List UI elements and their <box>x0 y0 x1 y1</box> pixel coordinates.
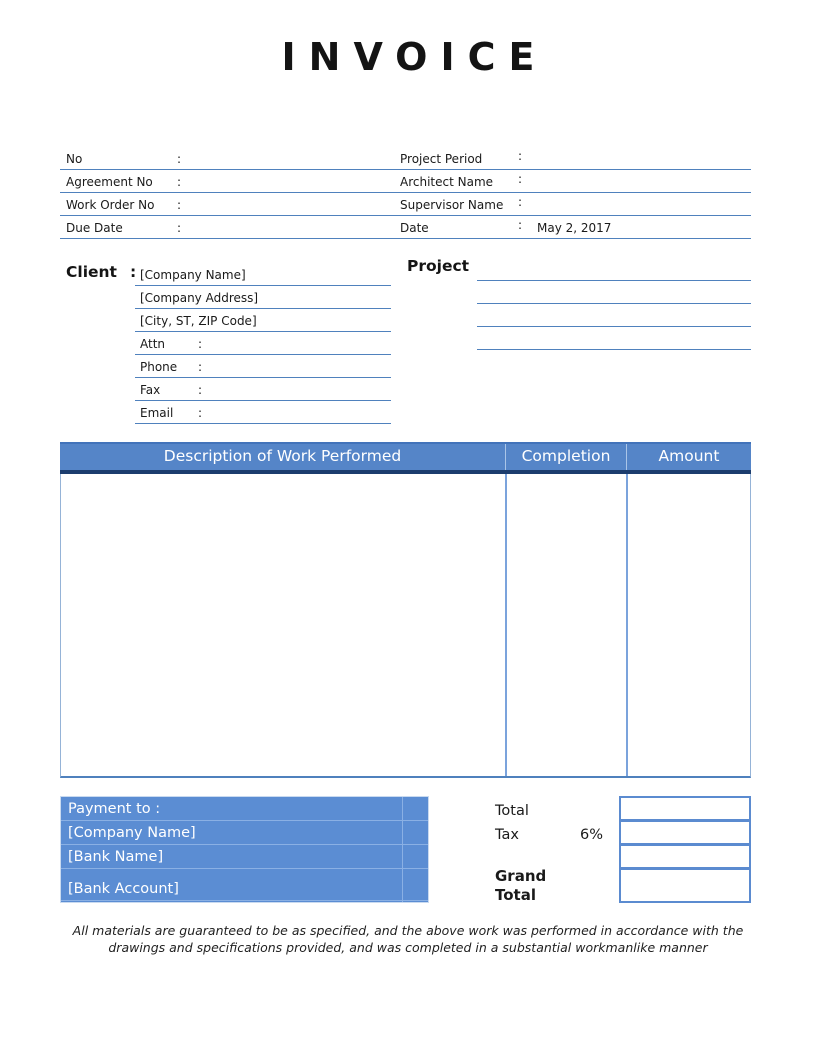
tax-amount-box[interactable] <box>619 820 751 845</box>
payment-bank-name-row[interactable] <box>61 845 428 869</box>
meta-grid <box>60 147 751 239</box>
payment-bank-account-placeholder: [Bank Account] <box>68 881 179 897</box>
work-table <box>60 442 751 778</box>
meta-row-due-date <box>60 216 751 239</box>
no-label: No <box>66 152 83 166</box>
payment-company-name-row[interactable] <box>61 821 428 845</box>
tax-rate: 6% <box>580 827 604 843</box>
amount-cell-area[interactable] <box>628 474 750 776</box>
architect-name-value-area[interactable] <box>530 170 750 192</box>
attn-label: Attn <box>140 337 166 351</box>
project-fields <box>477 258 751 350</box>
client-label-text: Client <box>66 263 117 281</box>
client-colon: : <box>129 263 137 281</box>
due-date-colon: : <box>177 221 182 235</box>
work-order-no-colon: : <box>177 198 182 212</box>
company-address-placeholder: [Company Address] <box>140 291 259 305</box>
architect-name-label: Architect Name <box>400 175 494 189</box>
payment-block <box>60 796 429 903</box>
date-label: Date <box>400 221 429 235</box>
fax-label: Fax <box>140 383 161 397</box>
company-name-placeholder: [Company Name] <box>140 268 246 282</box>
payment-column-divider <box>402 797 403 902</box>
client-company-address-line[interactable] <box>135 286 391 309</box>
grand-total-label: Grand Total <box>495 867 547 904</box>
total-amount-box[interactable] <box>619 796 751 821</box>
project-period-value-area[interactable] <box>530 147 750 169</box>
date-value[interactable]: May 2, 2017 <box>537 221 612 235</box>
project-line-1[interactable] <box>477 258 751 281</box>
project-line-3[interactable] <box>477 304 751 327</box>
client-fax-line[interactable] <box>135 378 391 401</box>
amount-column-header: Amount <box>626 444 751 470</box>
payment-to-label: Payment to : <box>68 801 161 817</box>
supervisor-name-colon: : <box>518 195 523 209</box>
work-table-header <box>60 442 751 474</box>
client-city-st-zip-line[interactable] <box>135 309 391 332</box>
architect-name-colon: : <box>518 172 523 186</box>
total-amount-value <box>621 798 749 804</box>
project-line-2[interactable] <box>477 281 751 304</box>
grand-total-amount-box[interactable] <box>619 868 751 903</box>
project-line-4[interactable] <box>477 327 751 350</box>
no-colon: : <box>177 152 182 166</box>
client-section-label <box>66 263 136 281</box>
payment-bank-name-placeholder: [Bank Name] <box>68 849 164 865</box>
client-fields <box>135 263 391 424</box>
project-period-label: Project Period <box>400 152 483 166</box>
payment-company-name-placeholder: [Company Name] <box>68 825 196 841</box>
email-colon: : <box>198 406 203 420</box>
phone-colon: : <box>198 360 203 374</box>
payment-to-row <box>61 797 428 821</box>
no-value-area[interactable] <box>190 147 390 169</box>
client-phone-line[interactable] <box>135 355 391 378</box>
total-label: Total <box>495 803 529 819</box>
email-label: Email <box>140 406 174 420</box>
grand-total-amount-value <box>621 870 749 876</box>
description-column-header: Description of Work Performed <box>163 447 402 465</box>
attn-colon: : <box>198 337 203 351</box>
tax-amount-value <box>621 822 749 828</box>
city-st-zip-placeholder: [City, ST, ZIP Code] <box>140 314 257 328</box>
client-attn-line[interactable] <box>135 332 391 355</box>
completion-cell-area[interactable] <box>507 474 626 776</box>
meta-row-agreement <box>60 170 751 193</box>
project-section-label: Project <box>407 257 470 275</box>
invoice-title: INVOICE <box>281 35 548 79</box>
completion-column-header: Completion <box>505 444 626 470</box>
client-company-name-line[interactable] <box>135 263 391 286</box>
blank-amount-value <box>621 846 749 852</box>
description-cell-area[interactable] <box>61 474 505 776</box>
work-order-no-value-area[interactable] <box>190 193 390 215</box>
agreement-no-colon: : <box>177 175 182 189</box>
client-email-line[interactable] <box>135 401 391 424</box>
blank-amount-box[interactable] <box>619 844 751 869</box>
due-date-value-area[interactable] <box>190 216 390 238</box>
meta-row-no <box>60 147 751 170</box>
supervisor-name-label: Supervisor Name <box>400 198 504 212</box>
project-period-colon: : <box>518 149 523 163</box>
due-date-label: Due Date <box>66 221 123 235</box>
work-table-body <box>60 474 751 778</box>
guarantee-note: All materials are guaranteed to be as specified, and the above work was performed in accordance with the drawings and specifications provided, and was completed in a substantial workmanlike manner <box>72 923 744 955</box>
supervisor-name-value-area[interactable] <box>530 193 750 215</box>
tax-label: Tax <box>495 827 519 843</box>
payment-bank-account-row[interactable] <box>61 869 428 901</box>
fax-colon: : <box>198 383 203 397</box>
agreement-no-value-area[interactable] <box>190 170 390 192</box>
phone-label: Phone <box>140 360 178 374</box>
meta-row-work-order <box>60 193 751 216</box>
agreement-no-label: Agreement No <box>66 175 153 189</box>
date-colon: : <box>518 218 523 232</box>
work-order-no-label: Work Order No <box>66 198 155 212</box>
